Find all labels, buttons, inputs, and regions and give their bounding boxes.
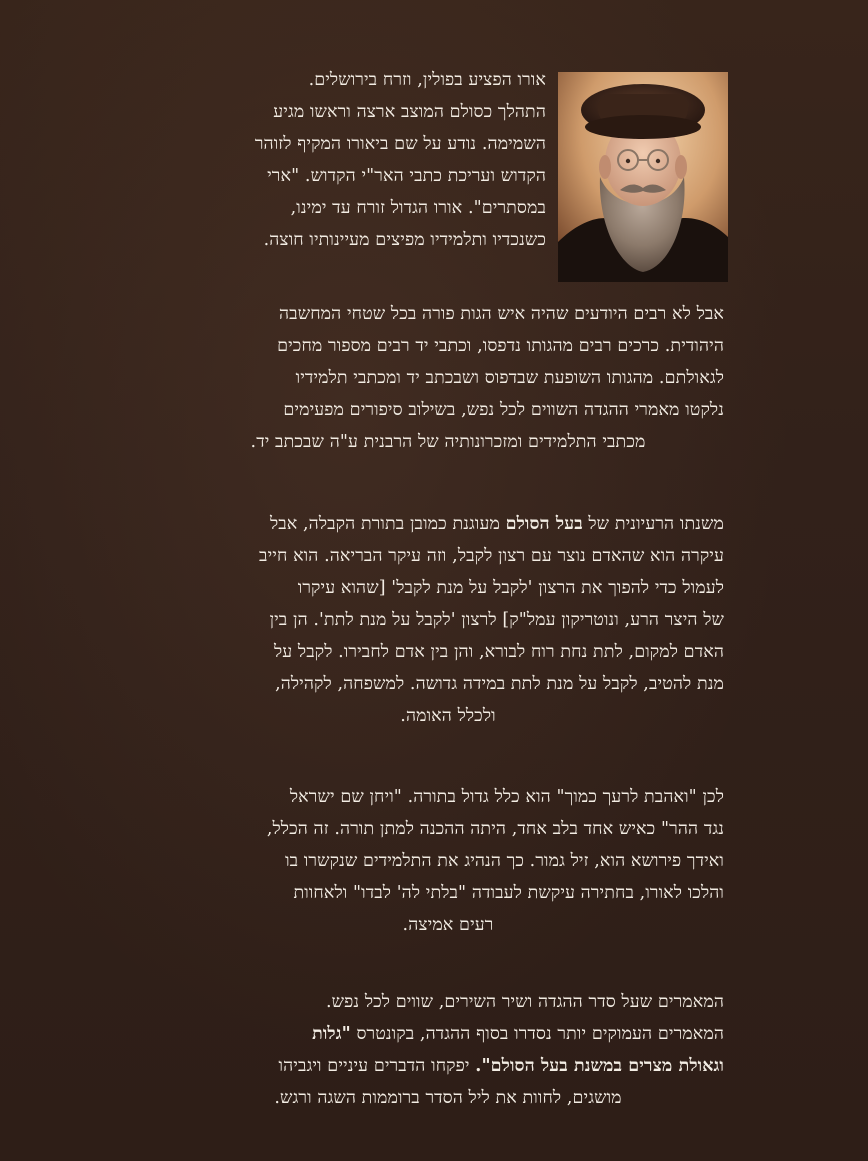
paragraph-line: אבל לא רבים היודעים שהיה איש הגות פורה בכל שטחי המחשבה (279, 304, 724, 324)
paragraph-line: רעים אמיצה. (402, 915, 494, 935)
paragraph-line: היהודית. כרכים רבים מהגותו נדפסו, וכתבי יד רבים מספור מחכים (277, 336, 724, 356)
paragraph-line: והלכו לאורו, בחתירה עיקשת לעבודה "בלתי לה' לבדו" ולאחוות (293, 883, 724, 903)
paragraph-love (172, 781, 724, 941)
line-text: מעוגנת כמובן בתורת הקבלה, אבל (269, 514, 506, 534)
paragraph-line: לעמול כדי להפוך את הרצון 'לקבל על מנת לקבל' [שהוא עיקרו (297, 578, 724, 598)
paragraph-line: האדם למקום, לתת נחת רוח לבורא, והן בין אדם לחבירו. לקבל על (273, 642, 724, 662)
paragraph-line (172, 1018, 724, 1050)
paragraph-line: ואידך פירושא הוא, זיל גמור. כך הנהיג את התלמידים שנקשרו בו (285, 851, 724, 871)
intro-line: אורו הפציע בפולין, וזרח בירושלים. (308, 70, 546, 90)
paragraph-line (172, 508, 724, 540)
paragraph-line: נגד ההר" כאיש אחד בלב אחד, היתה ההכנה למתן תורה. זה הכלל, (266, 819, 724, 839)
paragraph-thought (172, 298, 724, 458)
line-text: יפקחו הדברים עיניים ויגביהו (278, 1056, 476, 1076)
bold-title: וגאולת מצרים במשנת בעל הסולם". (475, 1056, 724, 1076)
paragraph-essays (172, 986, 724, 1114)
intro-line: התהלך כסולם המוצב ארצה וראשו מגיע (273, 102, 546, 122)
bold-term: בעל הסולם (505, 514, 583, 534)
intro-line: הקדוש ועריכת כתבי האר"י הקדוש. "ארי (267, 166, 546, 186)
rabbi-portrait-icon (558, 72, 728, 282)
paragraph-line: לכן "ואהבת לרעך כמוך" הוא כלל גדול בתורה. "ויחן שם ישראל (289, 787, 724, 807)
paragraph-line: מושגים, לחוות את ליל הסדר ברוממות השגה ורגש. (274, 1088, 622, 1108)
paragraph-line: לגאולתם. מהגותו השופעת שבדפוס ושבכתב יד ומכתבי תלמידיו (295, 368, 724, 388)
paragraph-line (172, 1050, 724, 1082)
intro-line: כשנכדיו ותלמידיו מפיצים מעיינותיו חוצה. (263, 230, 546, 250)
paragraph-line: נלקטו מאמרי ההגדה השווים לכל נפש, בשילוב סיפורים מפעימים (283, 400, 724, 420)
paragraph-line: מכתבי התלמידים ומזכרונותיה של הרבנית ע"ה שבכתב יד. (250, 432, 646, 452)
paragraph-line: של היצר הרע, ונוטריקון עמל"ק] לרצון 'לקבל על מנת לתת'. הן בין (269, 610, 724, 630)
line-text: משנתו הרעיונית של (582, 514, 724, 534)
intro-paragraph (172, 64, 546, 256)
paragraph-line: ולכלל האומה. (400, 706, 496, 726)
rabbi-portrait (558, 72, 728, 282)
line-text: המאמרים העמוקים יותר נסדרו בסוף ההגדה, בקונטרס (350, 1024, 724, 1044)
intro-line: השמימה. נודע על שם ביאורו המקיף לזוהר (254, 134, 546, 154)
intro-line: במסתרים". אורו הגדול זורח עד ימינו, (290, 198, 546, 218)
paragraph-line: עיקרה הוא שהאדם נוצר עם רצון לקבל, וזה עיקר הבריאה. הוא חייב (259, 546, 724, 566)
bold-title: "גלות (312, 1024, 351, 1044)
paragraph-line: המאמרים שעל סדר ההגדה ושיר השירים, שווים לכל נפש. (325, 992, 724, 1012)
paragraph-line: מנת להטיב, לקבל על מנת לתת במידה גדושה. למשפחה, לקהילה, (275, 674, 724, 694)
